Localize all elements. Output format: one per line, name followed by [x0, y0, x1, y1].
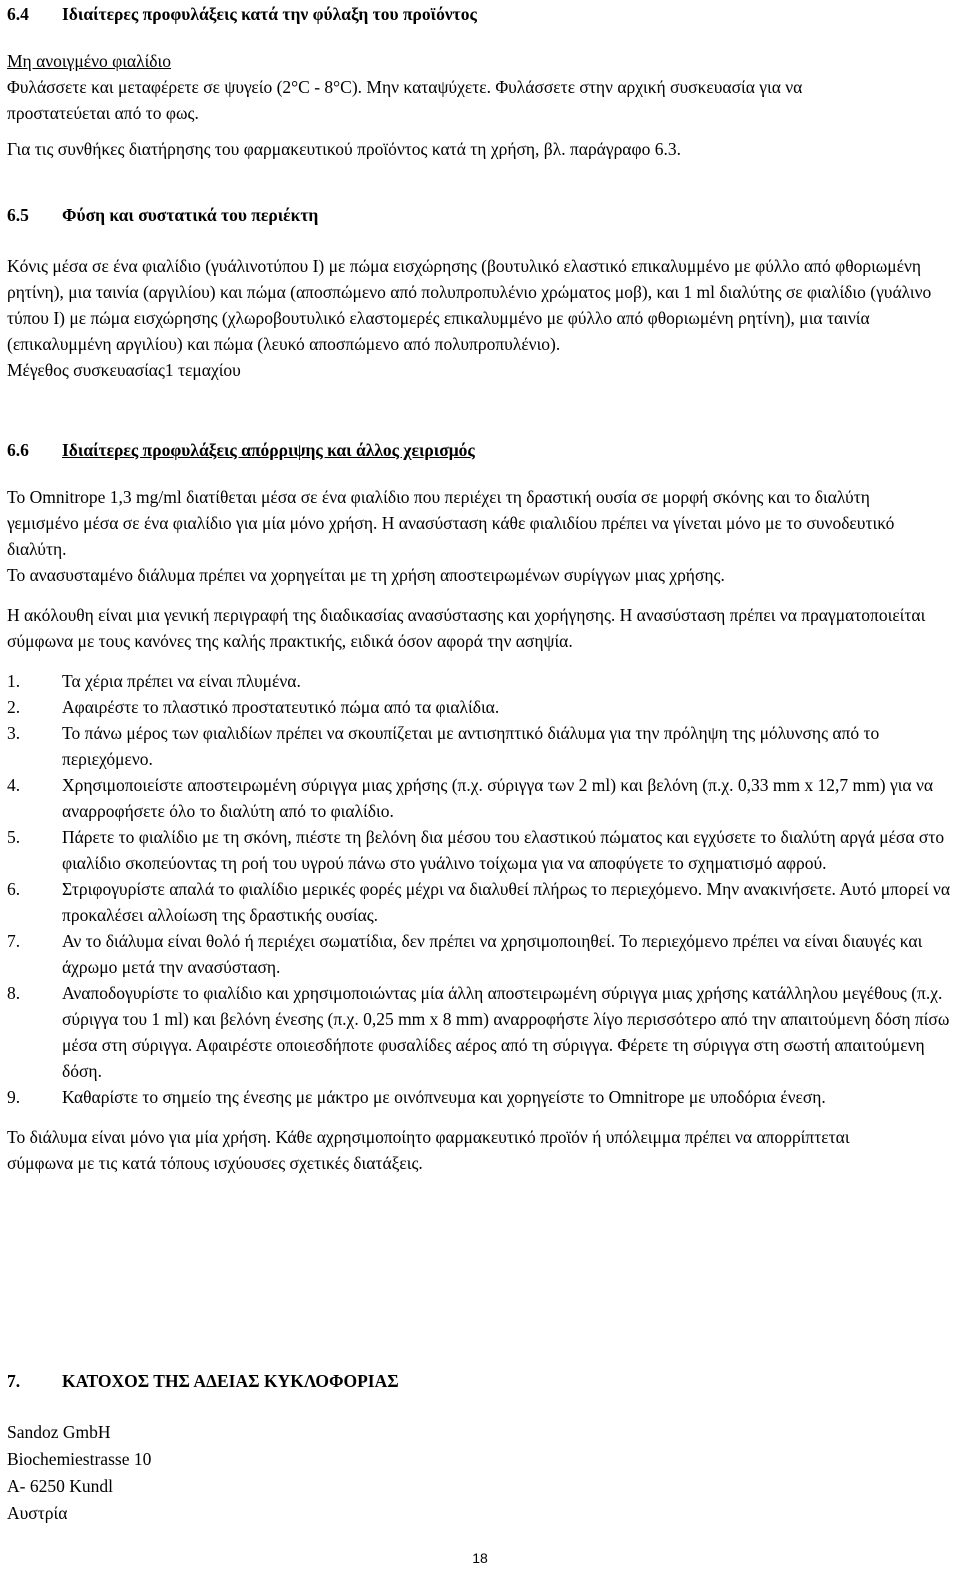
step-number: 4. [7, 775, 21, 795]
list-item [7, 824, 955, 876]
step-text: Αφαιρέστε το πλαστικό προστατευτικό πώμα από τα φιαλίδια. [62, 697, 500, 717]
section-6-5-heading [7, 202, 318, 228]
address-line: Αυστρία [7, 1503, 68, 1523]
step-number: 3. [7, 723, 21, 743]
step-text: Καθαρίστε το σημείο της ένεσης με μάκτρο με οινόπνευμα και χορηγείστε το Omnitrope με υποδόρια ένεση. [62, 1087, 826, 1107]
step-text: Χρησιμοποιείστε αποστειρωμένη σύριγγα μιας χρήσης (π.χ. σύριγγα των 2 ml) και βελόνη (π.χ. 0,33 mm x 12,7 mm) για να αναρροφήσετε όλο το διαλύτη από το φιαλίδιο. [62, 775, 934, 821]
step-number: 7. [7, 931, 21, 951]
section-number: 6.5 [7, 205, 29, 225]
storage-reference: Για τις συνθήκες διατήρησης του φαρμακευτικού προϊόντος κατά τη χρήση, βλ. παράγραφο 6.3. [7, 139, 681, 159]
step-number: 9. [7, 1087, 21, 1107]
marketing-authorisation-holder-address [7, 1419, 151, 1527]
list-item [7, 928, 955, 980]
section-6-5-body [7, 253, 942, 383]
section-7-heading [7, 1368, 399, 1394]
paragraph-procedure-intro: Η ακόλουθη είναι μια γενική περιγραφή της διαδικασίας ανασύστασης και χορήγησης. Η ανασύσταση πρέπει να πραγματοποιείται σύμφωνα με τους κανόνες της καλής πρακτικής, ειδικά όσον αφορά την ασηψία. [7, 605, 926, 651]
address-line: Biochemiestrasse 10 [7, 1449, 152, 1469]
step-number: 8. [7, 983, 21, 1003]
storage-text: Φυλάσσετε και μεταφέρετε σε ψυγείο (2°C - 8°C). Μην καταψύχετε. Φυλάσσετε στην αρχική συσκευασία για να προστατεύεται από το φως. [7, 77, 803, 123]
section-number: 6.6 [7, 440, 29, 460]
container-description: Κόνις μέσα σε ένα φιαλίδιο (γυάλινοτύπου I) με πώμα εισχώρησης (βουτυλικό ελαστικό επικαλυμμένο με φύλλο από φθοριωμένη ρητίνη), μια ταινία (αργιλίου) και πώμα (αποσπώμενο από πολυπροπυλένιο χρώματος μοβ), και 1 ml διαλύτης σε φιαλίδιο (γυάλινο τύπου I) με πώμα εισχώρησης (χλωροβουτυλικό ελαστομερές επικαλυμμένο με φύλλο από φθοριωμένη ρητίνη), μια ταινία (επικαλυμμένη αργιλίου) και πώμα (λευκό αποσπώμενο από πολυπροπυλένιο). [7, 256, 932, 354]
list-item [7, 1084, 955, 1110]
section-6-6-body [7, 484, 955, 1176]
step-text: Στριφογυρίστε απαλά το φιαλίδιο μερικές φορές μέχρι να διαλυθεί πλήρως το περιεχόμενο. Μην ανακινήσετε. Αυτό μπορεί να προκαλέσει αλλοίωση της δραστικής ουσίας. [62, 879, 950, 925]
list-item [7, 876, 955, 928]
page-number: 18 [472, 1550, 488, 1566]
list-item [7, 694, 955, 720]
step-number: 6. [7, 879, 21, 899]
section-6-4-body [7, 48, 955, 162]
list-item [7, 668, 955, 694]
step-text: Το πάνω μέρος των φιαλιδίων πρέπει να σκουπίζεται με αντισηπτικό διάλυμα για την πρόληψη της μόλυνσης από το περιεχόμενο. [62, 723, 880, 769]
paragraph-disposal: Το διάλυμα είναι μόνο για μία χρήση. Κάθε αχρησιμοποίητο φαρμακευτικό προϊόν ή υπόλειμμα πρέπει να απορρίπτεται σύμφωνα με τις κατά τόπους ισχύουσες σχετικές διατάξεις. [7, 1127, 850, 1173]
paragraph-presentation: Το Omnitrope 1,3 mg/ml διατίθεται μέσα σε ένα φιαλίδιο που περιέχει τη δραστική ουσία σε μορφή σκόνης και το διαλύτη γεμισμένο μέσα σε ένα φιαλίδιο για μία μόνο χρήση. Η ανασύσταση κάθε φιαλιδίου πρέπει να γίνεται μόνο με το συνοδευτικό διαλύτη. [7, 487, 895, 559]
step-text: Πάρετε το φιαλίδιο με τη σκόνη, πιέστε τη βελόνη δια μέσου του ελαστικού πώματος και εγχύσετε το διαλύτη αργά μέσα στο φιαλίδιο σκοπεύοντας τη ροή του υγρού πάνω στο γυάλινο τοίχωμα για να αποφύγετε το σχηματισμό αφρού. [62, 827, 945, 873]
list-item [7, 772, 955, 824]
step-number: 5. [7, 827, 21, 847]
section-6-4-heading [7, 1, 477, 27]
pack-size: Μέγεθος συσκευασίας1 τεμαχίου [7, 360, 241, 380]
list-item [7, 720, 955, 772]
address-line: Sandoz GmbH [7, 1422, 111, 1442]
step-number: 1. [7, 671, 21, 691]
section-number: 7. [7, 1371, 21, 1391]
steps-list [7, 668, 955, 1110]
section-number: 6.4 [7, 4, 29, 24]
section-6-6-heading [7, 437, 475, 463]
list-item [7, 980, 955, 1084]
address-line: A- 6250 Kundl [7, 1476, 113, 1496]
section-title: Φύση και συστατικά του περιέκτη [62, 205, 319, 225]
paragraph-syringes: Το ανασυσταμένο διάλυμα πρέπει να χορηγείται με τη χρήση αποστειρωμένων συρίγγων μιας χρήσης. [7, 565, 725, 585]
section-title: Ιδιαίτερες προφυλάξεις απόρριψης και άλλος χειρισμός [62, 440, 475, 460]
section-title: Ιδιαίτερες προφυλάξεις κατά την φύλαξη του προϊόντος [62, 4, 477, 24]
step-text: Αναποδογυρίστε το φιαλίδιο και χρησιμοποιώντας μία άλλη αποστειρωμένη σύριγγα μιας χρήσης κατάλληλου μεγέθους (π.χ. σύριγγα του 1 ml) και βελόνη ένεσης (π.χ. 0,25 mm x 8 mm) αναρροφήστε λίγο περισσότερο από την απαιτούμενη δόση πίσω μέσα στη σύριγγα. Αφαιρέστε οποιεσδήποτε φυσαλίδες αέρος από τη σύριγγα. Φέρετε τη σύριγγα στη σωστή απαιτούμενη δόση. [62, 983, 950, 1081]
subheading-unopened-vial: Μη ανοιγμένο φιαλίδιο [7, 51, 172, 71]
step-text: Τα χέρια πρέπει να είναι πλυμένα. [62, 671, 301, 691]
section-title: ΚΑΤΟΧΟΣ ΤΗΣ ΑΔΕΙΑΣ ΚΥΚΛΟΦΟΡΙΑΣ [62, 1371, 399, 1391]
step-text: Αν το διάλυμα είναι θολό ή περιέχει σωματίδια, δεν πρέπει να χρησιμοποιηθεί. Το περιεχόμενο πρέπει να είναι διαυγές και άχρωμο μετά την ανασύσταση. [62, 931, 923, 977]
step-number: 2. [7, 697, 21, 717]
